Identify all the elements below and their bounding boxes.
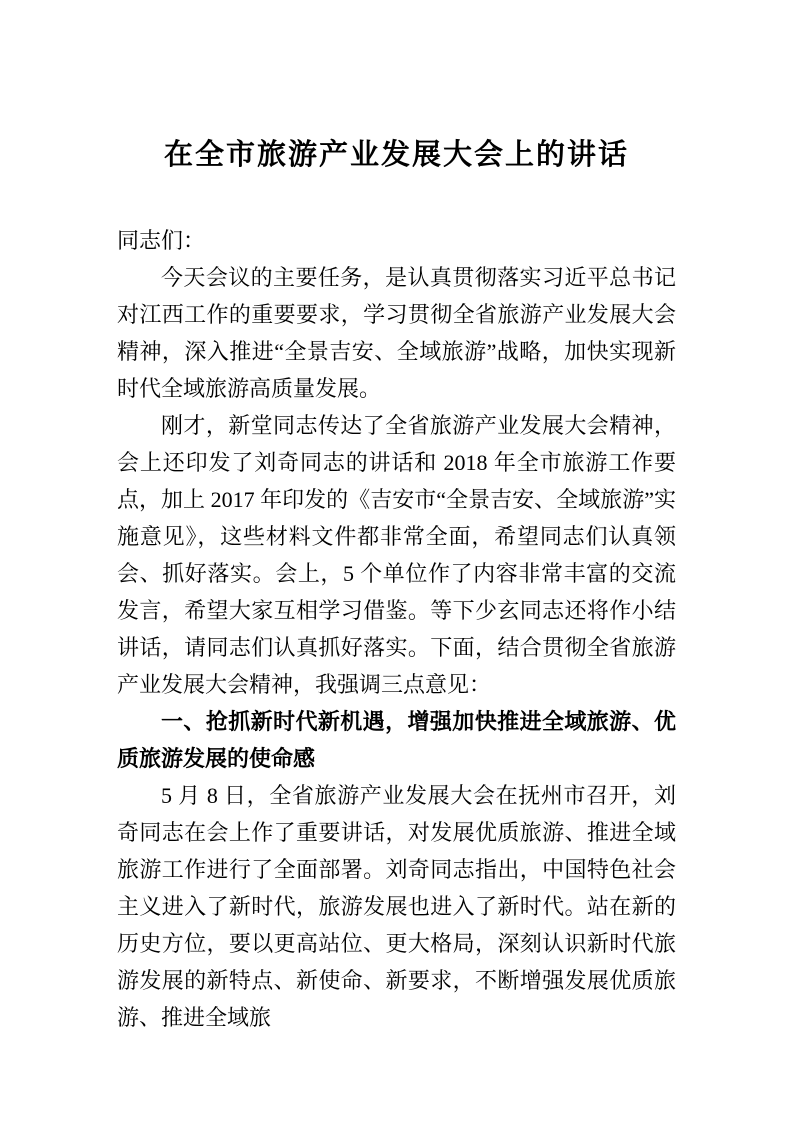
salutation: 同志们： bbox=[117, 228, 206, 253]
paragraph: 刚才，新堂同志传达了全省旅游产业发展大会精神，会上还印发了刘奇同志的讲话和 2018 年全市旅游工作要点，加上 2017 年印发的《吉安市“全景吉安、全域旅游”实施意见》，这些材料文件都非常全面，希望同志们认真领会、抓好落实。会上，5 个单位作了内容非常丰富的交流发言，希望大家互相学习借鉴。等下少玄同志还将作小结讲话，请同志们认真抓好落实。下面，结合贯彻全省旅游产业发展大会精神，我强调三点意见： bbox=[117, 413, 676, 697]
paragraph: 今天会议的主要任务，是认真贯彻落实习近平总书记对江西工作的重要要求，学习贯彻全省旅游产业发展大会精神，深入推进“全景吉安、全域旅游”战略，加快实现新时代全域旅游高质量发展。 bbox=[117, 265, 676, 401]
document-body bbox=[117, 222, 676, 1036]
section-heading: 一、抢抓新时代新机遇，增强加快推进全域旅游、优质旅游发展的使命感 bbox=[117, 709, 676, 771]
document-title: 在全市旅游产业发展大会上的讲话 bbox=[163, 139, 629, 171]
paragraph: 5 月 8 日，全省旅游产业发展大会在抚州市召开，刘奇同志在会上作了重要讲话，对发展优质旅游、推进全域旅游工作进行了全面部署。刘奇同志指出，中国特色社会主义进入了新时代，旅游发展也进入了新时代。站在新的历史方位，要以更高站位、更大格局，深刻认识新时代旅游发展的新特点、新使命、新要求，不断增强发展优质旅游、推进全域旅 bbox=[117, 783, 676, 1030]
